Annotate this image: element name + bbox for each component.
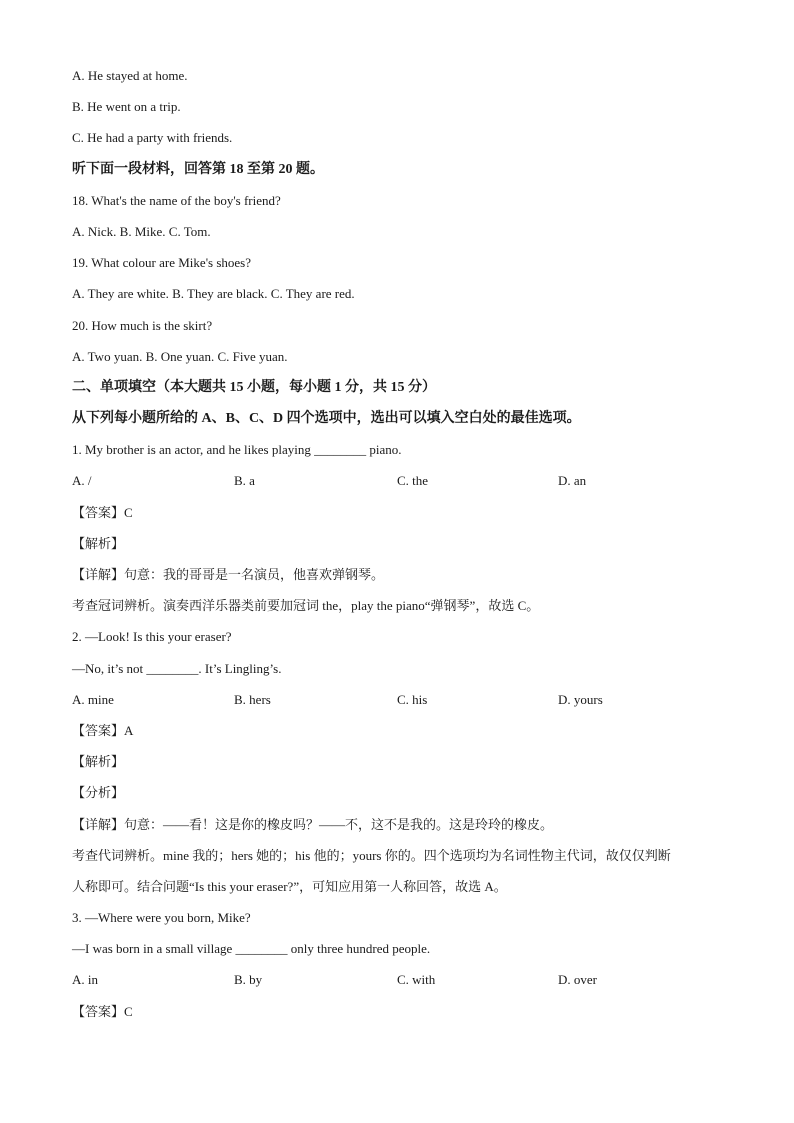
question-18: 18. What's the name of the boy's friend?	[72, 192, 281, 208]
option-d: D. an	[558, 473, 587, 489]
answer-tag: 【答案】C	[72, 504, 133, 520]
option-line: B. He went on a trip.	[72, 99, 181, 115]
section-heading: 二、单项填空（本大题共 15 小题，每小题 1 分，共 15 分）	[72, 379, 436, 395]
fenxi-tag: 【分析】	[72, 785, 125, 801]
question-1: 1. My brother is an actor, and he likes playing ________ piano.	[72, 442, 402, 458]
explanation-text: 考查冠词辨析。演奏西洋乐器类前要加冠词 the，play the piano“弹钢琴”，故选 C。	[72, 598, 540, 614]
option-a: A. /	[72, 473, 92, 489]
question-3: 3. —Where were you born, Mike?	[72, 910, 251, 926]
option-b: B. by	[234, 972, 263, 988]
question-1-options	[72, 465, 732, 496]
analysis-tag: 【解析】	[72, 754, 125, 770]
question-2-options	[72, 684, 732, 715]
answer-tag: 【答案】A	[72, 722, 134, 738]
detail-explanation: 【详解】句意：我的哥哥是一名演员，他喜欢弹钢琴。	[72, 567, 385, 582]
option-a: A. in	[72, 972, 98, 988]
option-c: C. with	[397, 972, 436, 988]
option-b: B. hers	[234, 691, 271, 707]
option-a: A. mine	[72, 691, 114, 707]
question-18-options: A. Nick. B. Mike. C. Tom.	[72, 223, 211, 239]
explanation-text: 人称即可。结合问题“Is this your eraser?”，可知应用第一人称回答，故选 A。	[72, 878, 507, 894]
listening-instruction: 听下面一段材料，回答第 18 至第 20 题。	[72, 161, 324, 177]
answer-tag: 【答案】C	[72, 1003, 133, 1019]
detail-explanation: 【详解】句意：——看！这是你的橡皮吗？——不，这不是我的。这是玲玲的橡皮。	[72, 816, 554, 832]
option-b: B. a	[234, 473, 255, 489]
option-line: C. He had a party with friends.	[72, 130, 233, 146]
question-20-options: A. Two yuan. B. One yuan. C. Five yuan.	[72, 348, 288, 364]
option-d: D. over	[558, 972, 597, 988]
document-page	[72, 60, 732, 1027]
section-instruction: 从下列每小题所给的 A、B、C、D 四个选项中，选出可以填入空白处的最佳选项。	[72, 411, 581, 427]
question-3-reply: —I was born in a small village ________ only three hundred people.	[72, 941, 431, 957]
question-20: 20. How much is the skirt?	[72, 317, 213, 333]
question-3-options	[72, 964, 732, 995]
question-19-options: A. They are white. B. They are black. C. They are red.	[72, 286, 355, 302]
option-d: D. yours	[558, 691, 603, 707]
option-line: A. He stayed at home.	[72, 68, 188, 83]
question-2-reply: —No, it’s not ________. It’s Lingling’s.	[72, 660, 282, 676]
analysis-tag: 【解析】	[72, 535, 125, 551]
question-19: 19. What colour are Mike's shoes?	[72, 255, 251, 271]
explanation-text: 考查代词辨析。mine 我的；hers 她的；his 他的；yours 你的。四个选项均为名词性物主代词，故仅仅判断	[72, 847, 671, 863]
option-c: C. his	[397, 691, 428, 707]
question-2: 2. —Look! Is this your eraser?	[72, 629, 232, 645]
option-c: C. the	[397, 473, 429, 489]
